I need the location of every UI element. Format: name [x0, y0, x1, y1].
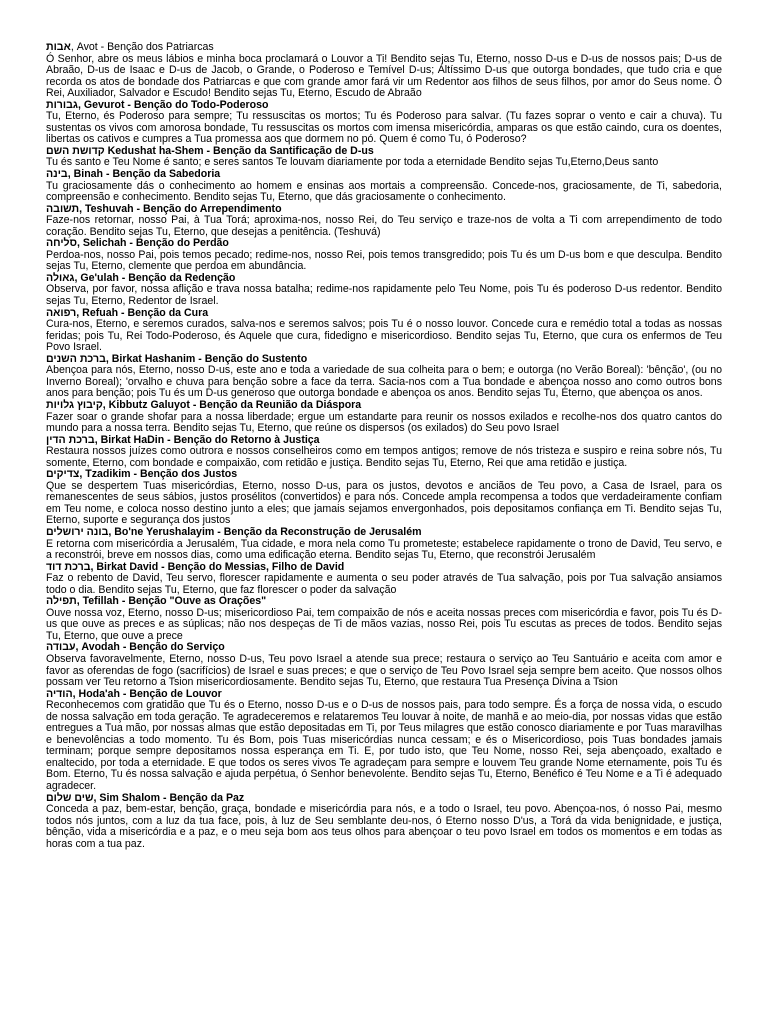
blessing-text: Observa, por favor, nossa aflição e trava nossa batalha; redime-nos rapidamente pelo Teu Nome, pois Tu és poderoso D-us redentor. Bendito sejas Tu, Eterno, Redentor de Israel. [46, 283, 722, 308]
hebrew-name: ברכת דוד [46, 560, 91, 573]
blessing-title: , Ge'ulah - Benção da Redenção [74, 271, 236, 284]
blessing-heading [46, 42, 722, 54]
hebrew-name: קיבוץ גלויות [46, 398, 103, 411]
blessing-heading [46, 169, 722, 181]
blessing-text: Observa favoravelmente, Eterno, nosso D-us, Teu povo Israel a atende sua prece; restaura o serviço ao Teu Santuário e aceita com amor e favor as oferendas de fogo (sacrifícios) de Israel e suas preces; e que o serviço de Teu Povo Israel seja sempre bem aceito. Que nossos olhos possam ver Teu retorno a Tsion misericordiosamente. Bendito sejas Tu, Eterno, que restaura Tua Presença Divina a Tsion [46, 652, 722, 689]
blessing-title: , Refuah - Benção da Cura [76, 306, 209, 319]
blessing-text: Que se despertem Tuas misericórdias, Eterno, nosso D-us, para os justos, devotos e anciãos de Teu povo, a Casa de Israel, para os remanescentes de seus sábios, justos prosélitos (convertidos) e para nós. Concede ampla recompensa a todos que verdadeiramente confiam em Teu nome, e coloca nosso destino junto a eles; que jamais sejamos envergonhados, pois depositamos confiança em Ti. Bendito sejas Tu, Eterno, suporte e segurança dos justos [46, 479, 722, 527]
blessing-title: , Avodah - Benção do Serviço [75, 641, 225, 654]
blessing-title: , Tefillah - Benção "Ouve as Orações" [76, 595, 267, 608]
hebrew-name: ברכת השנים [46, 352, 106, 365]
blessing-section [46, 435, 722, 470]
blessing-title: , Teshuvah - Benção do Arrependimento [79, 202, 282, 215]
blessing-title: , Kibbutz Galuyot - Benção da Reunião da Diáspora [102, 398, 362, 411]
hebrew-name: ברכת הדין [46, 433, 95, 446]
blessing-section [46, 689, 722, 793]
hebrew-name: רפואה [46, 306, 77, 319]
blessing-text: Tu, Eterno, és Poderoso para sempre; Tu ressuscitas os mortos; Tu és Poderoso para salvar. (Tu fazes soprar o vento e cair a chuva). Tu sustentas os vivos com amorosa bondade, Tu ressuscitas os mortos com imensa misericórdia, amparas os que estão caindo, cura os doentes, libertas os cativos e cumpres a Tua promessa aos que dormem no pó. Quem é como Tu, ó Poderoso? [46, 110, 722, 146]
blessing-text: Faze-nos retornar, nosso Pai, à Tua Torá; aproxima-nos, nosso Rei, do Teu serviço e traze-nos de volta a Ti com arrependimento de todo coração. Bendito sejas Tu, Eterno, que desejas a penitência. (Teshuvá) [46, 214, 722, 238]
blessing-section [46, 642, 722, 688]
blessing-title: , Selichah - Benção do Perdão [77, 237, 229, 250]
hebrew-name: עבודה [46, 641, 76, 654]
blessing-title: , Birkat Hashanim - Benção do Sustento [105, 352, 308, 365]
blessing-section [46, 793, 722, 851]
blessing-section [46, 42, 722, 100]
blessing-section [46, 204, 722, 239]
blessing-text: Fazer soar o grande shofar para a nossa liberdade; ergue um estandarte para reunir os nossos exilados e recolhe-nos dos quatro cantos do mundo para a nossa terra. Bendito sejas Tu, Eterno, que reúne os dispersos (os exilados) do Seu povo Israel [46, 410, 722, 435]
hebrew-name: תשובה [46, 202, 80, 215]
hebrew-name: קדושת השם [46, 144, 105, 157]
blessing-section [46, 146, 722, 169]
blessing-text: Reconhecemos com gratidão que Tu és o Eterno, nosso D-us e o D-us de nossos pais, para todo sempre. És a força de nossa vida, o escudo de nossa salvação em toda geração. Te agradeceremos e relataremos Teu louvar à noite, de manhã e ao meio-dia, por nossas vidas que estão entregues a Tua mão, por nossas almas que estão depositadas em Ti, por Teus milagres que estão conosco diariamente e por Tuas maravilhas e benevolências a todo momento. Tu és Bom, pois Tuas misericórdias nunca cessam; e és o Misericordioso, pois Tuas bondades jamais terminam; porque sempre depositamos nossa esperança em Ti. E, por tudo isto, que Teu Nome, nosso Rei, seja abençoado, exaltado e enaltecido, por toda a eternidade. E que todos os seres vivos Te agradeçam para sempre e louvem Teu grande Nome eternamente, pois Tu és Bom. Eterno, Tu és nossa salvação e ajuda perpétua, ó Senhor benevolente. Bendito sejas Tu, Eterno, Benéfico é Teu Nome e a Ti é adequado agradecer. [46, 699, 722, 792]
blessing-section [46, 308, 722, 354]
blessing-text: Ouve nossa voz, Eterno, nosso D-us; misericordioso Pai, tem compaixão de nós e aceita nossas preces com misericórdia e favor, pois Tu és D-us que ouve as preces e as súplicas; não nos despeças de Ti de mãos vazias, nosso Rei, pois Tu escutas as preces de todos. Bendito sejas Tu, Eterno, que ouve a prece [46, 606, 722, 642]
blessing-section [46, 100, 722, 146]
blessing-section [46, 400, 722, 435]
blessing-text: Tu graciosamente dás o conhecimento ao homem e ensinas aos mortais a compreensão. Concede-nos, graciosamente, de Ti, sabedoria, compreensão e conhecimento. Bendito sejas Tu, Eterno, que dás graciosamente o conhecimento. [46, 179, 722, 204]
blessing-title: , Birkat David - Benção do Messias, Filho de David [90, 560, 345, 573]
blessing-title: , Birkat HaDin - Benção do Retorno à Justiça [94, 433, 320, 446]
blessing-heading [46, 527, 722, 539]
blessing-title: , Sim Shalom - Benção da Paz [93, 791, 245, 804]
hebrew-name: בינה [46, 168, 68, 181]
blessing-title: , Tzadikim - Benção dos Justos [79, 468, 238, 481]
hebrew-name: צדיקים [46, 468, 80, 481]
hebrew-name: סליחה [46, 237, 78, 250]
blessing-text: Perdoa-nos, nosso Pai, pois temos pecado; redime-nos, nosso Rei, pois temos transgredido; pois Tu és um D-us bom e que desculpa. Bendito sejas Tu, Eterno, clemente que perdoa em abundância. [46, 248, 722, 273]
hebrew-name: תפילה [46, 595, 77, 608]
blessing-text: Abençoa para nós, Eterno, nosso D-us, este ano e toda a variedade de sua colheita para o bem; e outorga (no Verão Boreal): 'bênção', (ou no Inverno Boreal); 'orvalho e chuva para benção sobre a face da terra. Sacia-nos com a Tua bondade e abençoa nosso ano como outros bons anos para benção; pois Tu és um D-us generoso que outorga bondade e abençoa os anos. Bendito sejas Tu, Eterno, que abençoa os anos. [46, 364, 722, 400]
blessing-section [46, 596, 722, 642]
blessing-section [46, 169, 722, 204]
blessing-title: , Hoda'ah - Benção de Louvor [72, 687, 222, 700]
hebrew-name: גבורות [46, 98, 78, 111]
blessing-section [46, 527, 722, 562]
blessing-title: , Bo'ne Yerushalayim - Benção da Reconstrução de Jerusalém [108, 525, 422, 538]
blessing-text: Tu és santo e Teu Nome é santo; e seres santos Te louvam diariamente por toda a eternidade Bendito sejas Tu,Eterno,Deus santo [46, 156, 659, 169]
blessing-section [46, 238, 722, 273]
blessing-section [46, 273, 722, 308]
blessing-title: , Gevurot - Benção do Todo-Poderoso [77, 98, 269, 111]
blessing-text: E retorna com misericórdia a Jerusalém, Tua cidade, e mora nela como Tu prometeste; estabelece rapidamente o trono de David, Teu servo, e a reconstrói, breve em nossos dias, como uma edificação eterna. Bendito sejas Tu, Eterno, que reconstrói Jerusalém [46, 537, 722, 562]
blessing-title: , Avot - Benção dos Patriarcas [70, 41, 214, 53]
hebrew-name: הודיה [46, 687, 73, 700]
hebrew-name: אבות [46, 41, 71, 53]
blessing-section [46, 562, 722, 597]
blessing-title: Kedushat ha-Shem - Benção da Santificação de D-us [104, 144, 374, 157]
blessing-text: Faz o rebento de David, Teu servo, florescer rapidamente e aumenta o seu poder através de Tua salvação, pois por Tua salvação ansiamos todo o dia. Bendito sejas Tu, Eterno, que faz florescer o poder da salvação [46, 572, 722, 596]
document-page [46, 42, 722, 850]
hebrew-name: גאולה [46, 271, 75, 284]
blessing-title: , Binah - Benção da Sabedoria [67, 168, 221, 181]
blessing-section [46, 354, 722, 400]
blessing-text: Ó Senhor, abre os meus lábios e minha boca proclamará o Louvor a Ti! Bendito sejas Tu, Eterno, nosso D-us e D-us de nossos pais; D-us de Abraão, D-us de Isaac e D-us de Jacob, o Grande, o Poderoso e Temível D-us; Altíssimo D-us que outorga bondades, que tudo cria e que recorda os atos de bondade dos Patriarcas e que com grande amor fará vir um Redentor aos filhos de seus filhos, por amor do Seus nome. Ó Rei, Auxiliador, Salvador e Escudo! Bendito sejas Tu, Eterno, Escudo de Abraão [46, 52, 722, 100]
blessings-list [46, 42, 722, 850]
hebrew-name: בונה ירושלים [46, 525, 109, 538]
blessing-section [46, 469, 722, 527]
blessing-text: Cura-nos, Eterno, e seremos curados, salva-nos e seremos salvos; pois Tu é o nosso louvor. Concede cura e remédio total a todas as nossas feridas; pois Tu, Rei Todo-Poderoso, és Aquele que cura, fidedigno e misericordioso. Bendito sejas Tu, Eterno, que cura os enfermos de Teu Povo Israel. [46, 318, 722, 354]
blessing-heading [46, 400, 722, 412]
blessing-text: Restaura nossos juízes como outrora e nossos conselheiros como em tempos antigos; remove de nós tristeza e suspiro e reina sobre nós, Tu somente, Eterno, com bondade e compaixão, com retidão e justiça. Bendito sejas Tu, Eterno, Rei que ama retidão e justiça. [46, 445, 722, 469]
hebrew-name: שים שלום [46, 791, 94, 804]
blessing-text: Conceda a paz, bem-estar, benção, graça, bondade e misericórdia para nós, e a todo o Israel, teu povo. Abençoa-nos, ó nosso Pai, mesmo todos nós juntos, com a luz da tua face, pois, à luz de Seu semblante deu-nos, ó Eterno nosso D'us, a Torá da vida benignidade, e justiça, bênção, vida a misericórdia e a paz, e o meu seja bom aos teus olhos para abençoar o teu povo Israel em todos os momentos e em todas as horas com a tua paz. [46, 803, 722, 850]
